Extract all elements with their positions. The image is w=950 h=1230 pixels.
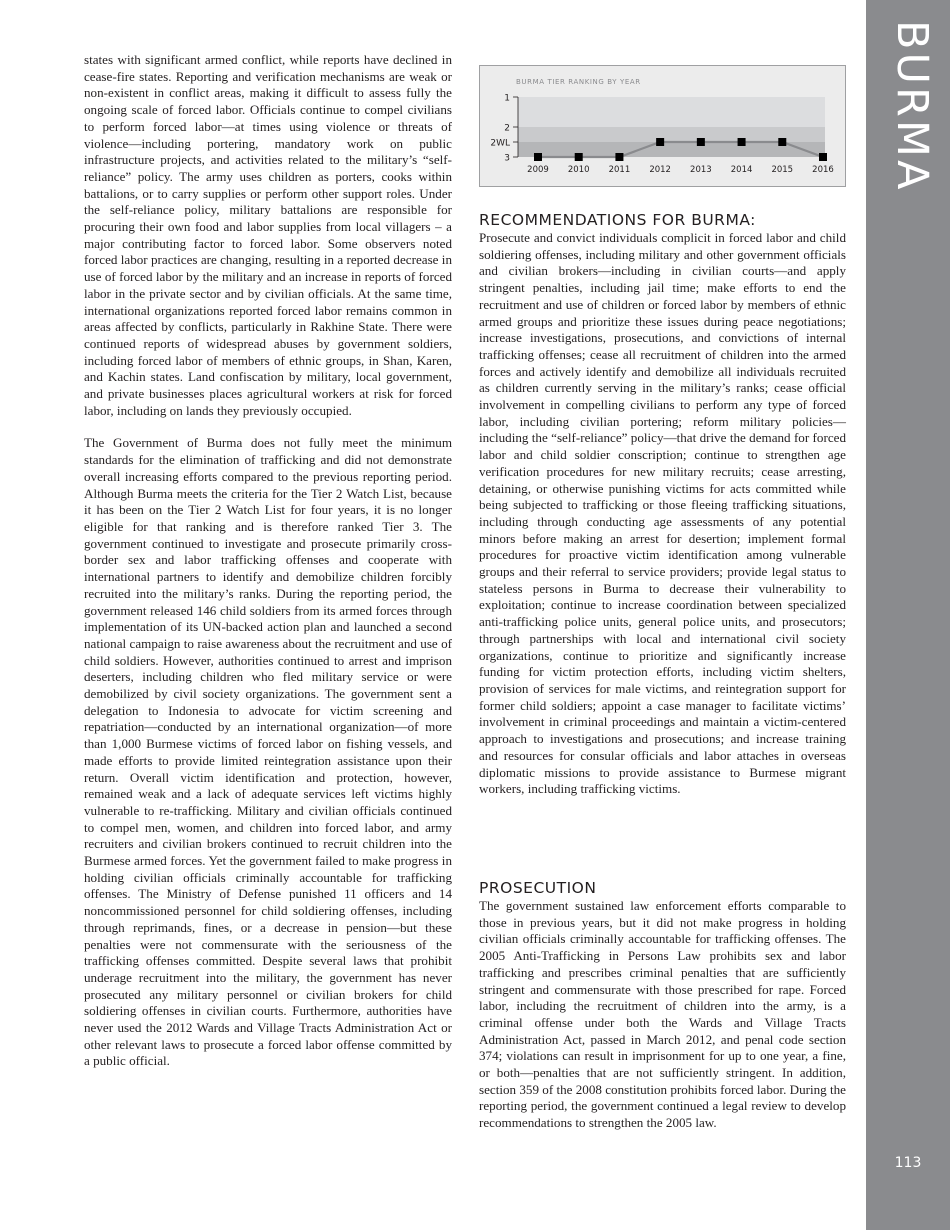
chart-x-tick-label: 2013 <box>690 165 712 175</box>
chart-x-tick-label: 2014 <box>730 165 753 175</box>
chart-data-point <box>534 153 542 161</box>
chart-data-point <box>697 138 705 146</box>
chart-data-point <box>656 138 664 146</box>
chart-data-point <box>819 153 827 161</box>
chart-data-point <box>778 138 786 146</box>
chart-y-tick-label: 2 <box>504 123 510 134</box>
chart-data-point <box>738 138 746 146</box>
chart-x-tick-label: 2012 <box>649 165 671 175</box>
prosecution-heading: PROSECUTION <box>479 879 597 897</box>
recommendations-section <box>479 210 846 798</box>
chart-x-tick-label: 2015 <box>771 165 794 175</box>
chart-data-point <box>615 153 623 161</box>
chart-x-tick-label: 2016 <box>812 165 834 175</box>
prosecution-section <box>479 878 846 1132</box>
prosecution-text: The government sustained law enforcement efforts comparable to those in previous years, but it did not make progress in holding civilian officials criminally accountable for trafficking offenses. The 2005 Anti-Trafficking in Persons Law prohibits sex and labor trafficking and prescribes criminal penalties that are sufficiently stringent and commensurate with those prescribed for rape. Forced labor, including the recruitment of children into the army, is a criminal offense under both the Wards and Village Tracts Administration Act, passed in March 2012, and penal code section 374; violations can result in imprisonment for up to one year, a fine, or both—penalties that are not sufficiently stringent. In addition, section 359 of the 2008 constitution prohibits forced labor. During the reporting period, the government continued a legal review to develop recommendations to strengthen the 2005 law. <box>479 898 846 1131</box>
page-number: 113 <box>894 1155 922 1171</box>
chart-y-tick-label: 2WL <box>490 138 510 149</box>
chart-title: BURMA TIER RANKING BY YEAR <box>516 78 641 86</box>
chart-data-point <box>575 153 583 161</box>
chart-x-tick-label: 2009 <box>527 165 549 175</box>
chart-x-tick-label: 2011 <box>608 165 631 175</box>
chart-band-1 <box>518 97 825 127</box>
body-paragraph: The Government of Burma does not fully meet the minimum standards for the elimination of trafficking and did not demonstrate overall increasing efforts compared to the previous reporting period. Although Burma meets the criteria for the Tier 2 Watch List, because it has been on the Tier 2 Watch List for four years, it is no longer eligible for that ranking and is therefore ranked Tier 3. The government continued to investigate and prosecute primarily cross-border sex and labor trafficking offenses and cooperate with international partners to identify and demobilize children forcibly recruited into the military’s ranks. During the reporting period, the government released 146 child soldiers from its armed forces through implementation of its UN-backed action plan and launched a second national campaign to raise awareness about the recruitment and use of child soldiers. However, authorities continued to arrest and imprison deserters, including children who fled military service or were demobilized by civil society organizations. The government sent a delegation to Indonesia to advocate for victim screening and repatriation—conducted by an international organization—of more than 1,000 Burmese victims of forced labor on fishing vessels, and made efforts to provide limited reintegration assistance upon their return. Overall victim identification and protection, however, remained weak and a lack of adequate services left victims highly vulnerable to re-trafficking. Military and civilian officials continued to compel men, women, and children into forced labor, and army recruiters and civilian brokers continued to recruit children into the Burmese armed forces. Yet the government failed to make progress in holding civilian officials criminally accountable for trafficking offenses. The Ministry of Defense punished 11 officers and 14 noncommissioned personnel for child soldiering offenses, including through reprimands, fines, or a decrease in pension—but these penalties were not commensurate with the seriousness of the trafficking offenses committed. Despite several laws that prohibit underage recruitment into the military, the government has never prosecuted any military personnel or civilian brokers for child soldiering offenses in civilian courts. Furthermore, authorities have never used the 2012 Wards and Village Tracts Administration Act or other relevant laws to prosecute a forced labor offense committed by a public official. <box>84 435 452 1069</box>
chart-svg <box>480 66 845 186</box>
recommendations-heading: RECOMMENDATIONS FOR BURMA: <box>479 211 756 229</box>
country-tab-label: BURMA <box>887 20 937 193</box>
tier-ranking-chart <box>479 65 846 187</box>
left-column <box>84 52 452 1070</box>
chart-x-tick-label: 2010 <box>567 165 590 175</box>
chart-y-tick-label: 3 <box>504 153 510 164</box>
body-paragraph: states with significant armed conflict, while reports have declined in cease-fire states. Reporting and verification mechanisms are weak or non-existent in conflict areas, making it difficult to assess fully the ongoing scale of forced labor. Officials continue to compel civilians to perform forced labor—at times using violence or threats of violence—including portering, mandatory work on public infrastructure projects, and activities related to the military’s “self-reliance” policy. The army uses children as porters, cooks within battalions, or to carry supplies or perform other support roles. Under the self-reliance policy, military battalions are responsible for procuring their own food and labor supplies from local villagers – a major contributing factor to forced labor. Some observers noted forced labor practices are changing, resulting in a reported decrease in use of forced labor by the military and an increase in reports of forced labor in the private sector and by civilian officials. At the same time, international organizations reported forced labor remains common in areas affected by conflicts, particularly in Rakhine State. There were continued reports of widespread abuses by government soldiers, including forced labor of members of ethnic groups, in Shan, Karen, and Kachin states. Land confiscation by military, local government, and private businesses places agricultural workers at risk for forced labor, including on lands they previously occupied. <box>84 52 452 418</box>
chart-y-tick-label: 1 <box>504 93 510 104</box>
recommendations-text: Prosecute and convict individuals complicit in forced labor and child soldiering offenses, including military and other government officials and civilian brokers—including in civilian courts—and apply stringent penalties, including jail time; make efforts to end the recruitment and use of children or forced labor by members of ethnic armed groups and prioritize these issues during peace negotiations; increase investigations, prosecutions, and convictions of internal trafficking offenses; cease all recruitment of children into the armed forces and actively identify and demobilize all individuals recruited as children currently serving in the military’s ranks; cease official involvement in compelling civilians to perform any type of forced labor, including civilian portering; reform military policies—including the “self-reliance” policy—that drive the demand for forced labor and child soldier conscription; continue to strengthen age verification procedures for new military recruits; cease arresting, detaining, or otherwise punishing victims for acts committed while being subjected to trafficking or those fleeing trafficking situations, including through conducting age assessments of any potential minors before making an arrest for desertion; implement formal procedures for proactive victim identification among vulnerable groups and their referral to service providers; provide legal status to stateless persons in Burma to decrease their vulnerability to exploitation; continue to increase coordination between specialized anti-trafficking police units, general police units, and prosecutors; through partnerships with local and international civil society organizations, continue to prioritize and significantly increase funding for victim protection efforts, including victim shelters, provision of services for male victims, and reintegration support for former child soldiers; appoint a case manager to facilitate victims’ involvement in criminal proceedings and maintain a victim-centered approach to investigations and prosecutions; and increase training and resources for consular officials and labor attaches in overseas diplomatic missions to provide assistance to Burmese migrant workers, including trafficking victims. <box>479 230 846 797</box>
